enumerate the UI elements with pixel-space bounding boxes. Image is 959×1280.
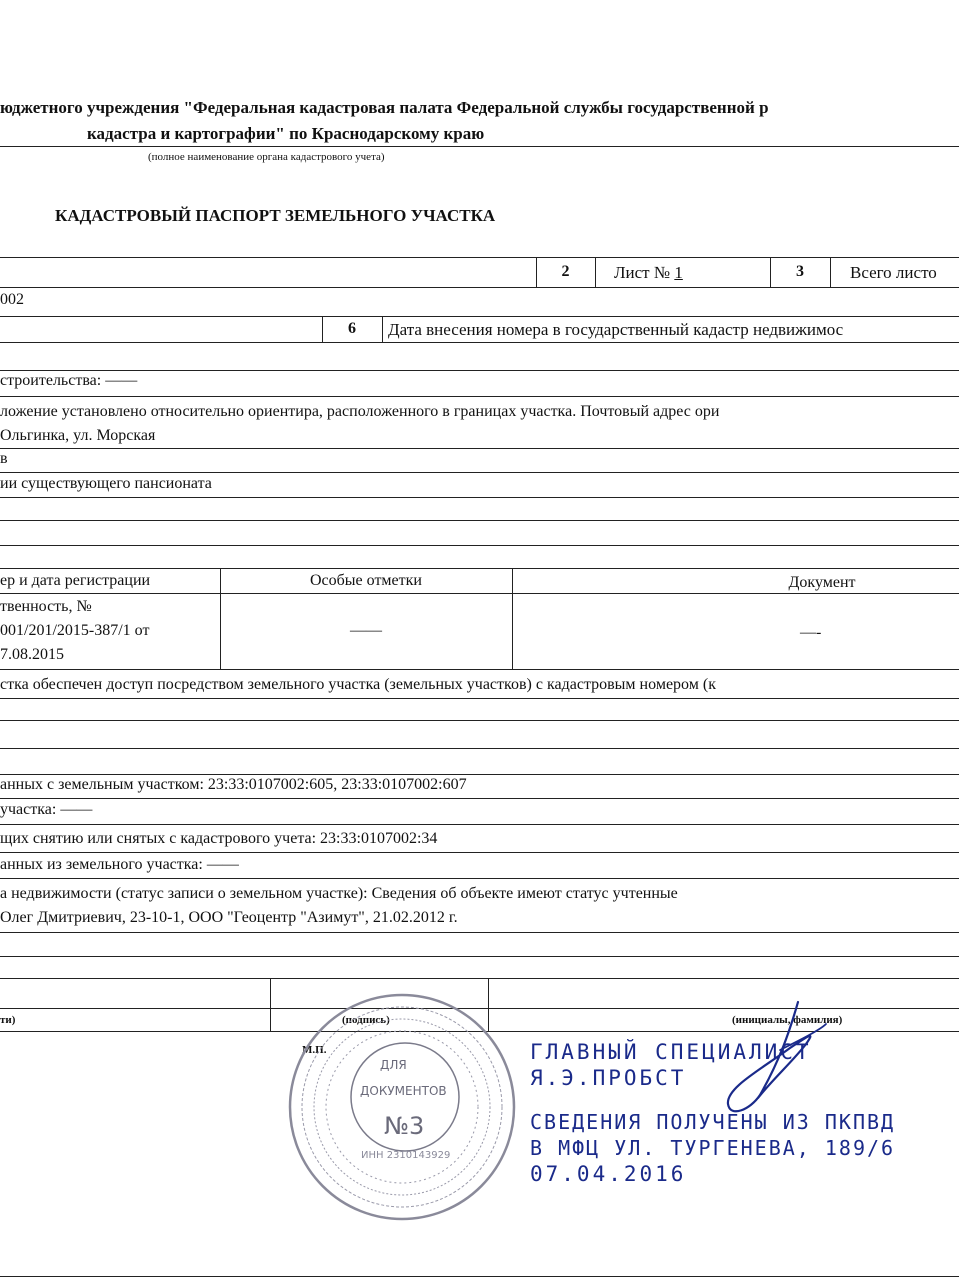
cell-3: 3 bbox=[796, 263, 804, 280]
handwritten-signature bbox=[720, 1000, 830, 1120]
parcel-part: участка: —— bbox=[0, 801, 93, 818]
row-line bbox=[0, 396, 959, 397]
stamp-line-3: СВЕДЕНИЯ ПОЛУЧЕНЫ ИЗ ПКПВД bbox=[530, 1110, 896, 1134]
location-row: ложение установлено относительно ориентира, расположенного в границах участка. Почтовый адрес ори bbox=[0, 403, 720, 420]
stamp-line-1: ГЛАВНЫЙ СПЕЦИАЛИСТ bbox=[530, 1040, 812, 1064]
stamp-line-4: В МФЦ УЛ. ТУРГЕНЕВА, 189/6 bbox=[530, 1136, 896, 1160]
row-line bbox=[0, 520, 959, 521]
row-line bbox=[0, 748, 959, 749]
org-name-line2: кадастра и картографии" по Краснодарскому краю bbox=[87, 124, 485, 143]
row-line bbox=[0, 720, 959, 721]
special-marks-value: —— bbox=[350, 622, 382, 639]
org-name-line1: юджетного учреждения "Федеральная кадастровая палата Федеральной службы государственной р bbox=[0, 98, 769, 117]
fragment-v: в bbox=[0, 450, 8, 467]
sheet-row-top bbox=[0, 257, 959, 258]
signature-divider-1 bbox=[270, 978, 271, 1031]
seal-line-a: ДЛЯ bbox=[380, 1058, 407, 1072]
sheet-label-text: Лист № bbox=[614, 263, 671, 282]
table-bottom bbox=[0, 669, 959, 670]
org-caption: (полное наименование органа кадастрового учета) bbox=[148, 151, 385, 163]
seal-graphic bbox=[287, 992, 517, 1222]
formed-parcels: анных из земельного участка: —— bbox=[0, 856, 239, 873]
document-value: —- bbox=[800, 624, 822, 641]
table-header-document: Документ bbox=[788, 574, 856, 591]
date-entry-label: Дата внесения номера в государственный кадастр недвижимос bbox=[388, 320, 844, 339]
cell-2: 2 bbox=[561, 263, 570, 280]
mp-label: М.П. bbox=[302, 1044, 327, 1056]
row-line bbox=[0, 824, 959, 825]
round-seal bbox=[287, 992, 517, 1222]
code-fragment: 002 bbox=[0, 291, 24, 308]
row-line bbox=[0, 798, 959, 799]
address-row: Ольгинка, ул. Морская bbox=[0, 427, 156, 444]
table-header-registration: ер и дата регистрации bbox=[0, 572, 151, 589]
row-line bbox=[0, 698, 959, 699]
seal-number: №3 bbox=[384, 1112, 425, 1140]
row-line bbox=[0, 932, 959, 933]
sheet-divider-2 bbox=[595, 257, 596, 287]
row-line bbox=[0, 497, 959, 498]
sheet-label bbox=[614, 263, 683, 283]
total-sheets-label: Всего листо bbox=[850, 263, 937, 282]
record-status: а недвижимости (статус записи о земельном участке): Сведения об объекте имеют статус учтенные bbox=[0, 885, 678, 902]
removed-parcels: щих снятию или снятых с кадастрового учета: 23:33:0107002:34 bbox=[0, 830, 438, 847]
sheet-number: 1 bbox=[674, 263, 683, 282]
row-line bbox=[0, 342, 959, 343]
position-caption: ти) bbox=[0, 1014, 16, 1026]
signature-caption: (подпись) bbox=[342, 1014, 390, 1026]
registration-line1: твенность, № bbox=[0, 598, 92, 615]
cadastral-engineer: Олег Дмитриевич, 23-10-1, ООО "Геоцентр "Азимут", 21.02.2012 г. bbox=[0, 909, 458, 926]
signature-scribble bbox=[720, 1000, 830, 1120]
table-header-bottom bbox=[0, 593, 959, 594]
row-line bbox=[0, 448, 959, 449]
row-line bbox=[0, 316, 959, 317]
sheet-row-bottom bbox=[0, 287, 959, 288]
name-caption: (инициалы, фамилия) bbox=[732, 1014, 843, 1026]
cell-6: 6 bbox=[348, 320, 356, 337]
construction-row: строительства: —— bbox=[0, 372, 138, 389]
seal-inn: ИНН 2310143929 bbox=[361, 1150, 451, 1161]
seal-line-b: ДОКУМЕНТОВ bbox=[360, 1084, 447, 1098]
page-bottom-edge bbox=[0, 1276, 959, 1277]
row-line bbox=[0, 878, 959, 879]
registration-line3: 7.08.2015 bbox=[0, 646, 64, 663]
stamp-line-2: Я.Э.ПРОБСТ bbox=[530, 1066, 687, 1090]
signature-row-top bbox=[0, 978, 959, 979]
row-line bbox=[0, 774, 959, 775]
row-line bbox=[0, 852, 959, 853]
table-header-special-marks: Особые отметки bbox=[310, 572, 422, 589]
stamp-line-5: 07.04.2016 bbox=[530, 1162, 687, 1186]
sheet-divider-4 bbox=[830, 257, 831, 287]
row-line bbox=[0, 370, 959, 371]
registration-line2: 001/201/2015-387/1 от bbox=[0, 622, 150, 639]
row-line bbox=[0, 472, 959, 473]
usage-row: ии существующего пансионата bbox=[0, 475, 212, 492]
table-top bbox=[0, 568, 959, 569]
row-line bbox=[0, 545, 959, 546]
org-underline bbox=[0, 146, 959, 147]
document-title: КАДАСТРОВЫЙ ПАСПОРТ ЗЕМЕЛЬНОГО УЧАСТКА bbox=[55, 206, 496, 225]
row-line bbox=[0, 956, 959, 957]
related-parcels: анных с земельным участком: 23:33:0107002:605, 23:33:0107002:607 bbox=[0, 776, 467, 793]
cell-6-right bbox=[382, 316, 383, 342]
access-note: стка обеспечен доступ посредством земельного участка (земельных участков) с кадастровым номером (к bbox=[0, 676, 716, 693]
